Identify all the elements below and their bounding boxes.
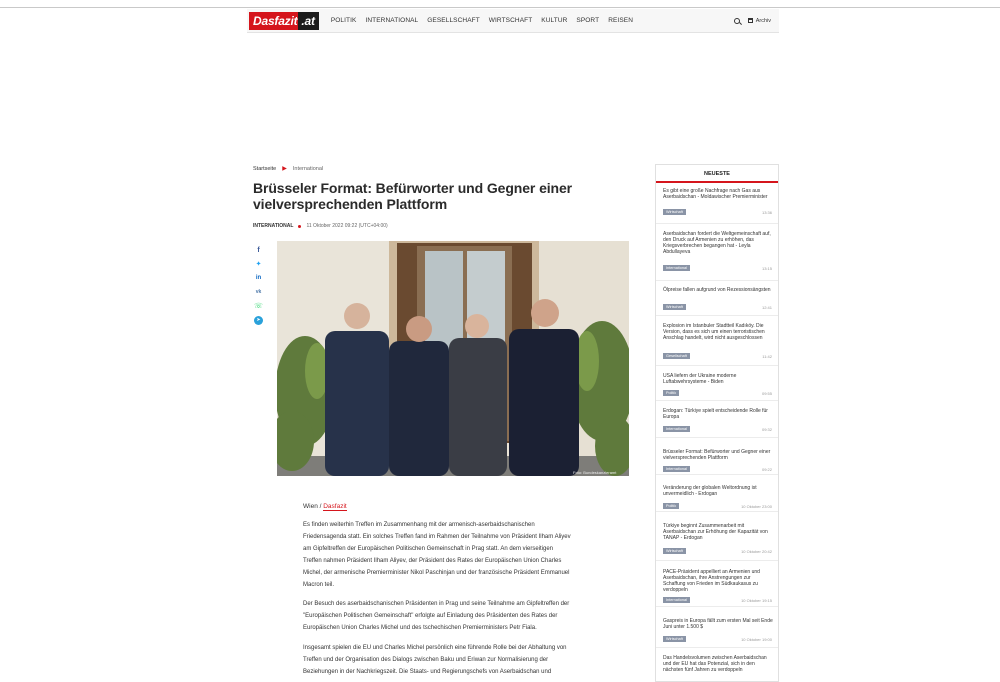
paragraph-line: Europäischen Union Charles Michel und des tschechischen Premierministers Petr Fiala. xyxy=(303,625,537,631)
paragraph-line: Insgesamt spielen die EU und Charles Michel persönlich eine führende Rolle bei der Abhaltung von xyxy=(303,645,567,651)
news-tag[interactable]: Wirtschaft xyxy=(663,304,686,310)
news-time: 10 Oktober 19:15 xyxy=(741,597,772,603)
share-bar xyxy=(254,246,263,330)
news-tag[interactable]: International xyxy=(663,597,690,603)
news-title: Gaspreis in Europa fällt zum ersten Mal seit Ende Juni unter 1.500 $ xyxy=(663,618,773,630)
news-tag[interactable]: Wirtschaft xyxy=(663,636,686,642)
photo-illustration xyxy=(277,241,629,476)
news-item[interactable] xyxy=(656,317,778,366)
linkedin-icon[interactable]: in xyxy=(255,275,262,281)
news-title: Aserbaidschan fordert die Weltgemeinschaft auf, den Druck auf Armenien zu erhöhen, das Kriegsverbrechen begangen hat - Leyla Abdullayeva xyxy=(663,231,771,255)
news-item[interactable] xyxy=(656,649,778,682)
news-title: Explosion im Istanbuler Stadtteil Kadıköy. Die Version, dass es sich um einen terroristischen Anschlag handelt, wird nicht ausgeschlossen xyxy=(663,323,765,341)
news-item[interactable] xyxy=(656,282,778,316)
article-paragraph-3 xyxy=(303,642,603,678)
article-paragraph-1 xyxy=(303,519,603,591)
news-title: Veränderung der globalen Weltordnung ist unvermeidlich - Erdogan xyxy=(663,485,757,497)
article-date: 11 Oktober 2022 09:22 (UTC+04:00) xyxy=(306,223,388,229)
archive-link[interactable] xyxy=(748,18,771,24)
news-tag[interactable]: Wirtschaft xyxy=(663,548,686,554)
meta-dot-icon xyxy=(298,225,301,228)
logo-main-text: Dasfazit xyxy=(253,13,298,28)
paragraph-line: "Europäischen Politischen Gemeinschaft" erfolgte auf Einladung des Präsidenten des Rates der xyxy=(303,613,558,619)
news-tag[interactable]: Wirtschaft xyxy=(663,209,686,215)
paragraph-line: Der Besuch des aserbaidschanischen Präsidenten in Prag und seine Teilnahme am Gipfeltreffen der xyxy=(303,601,570,607)
paragraph-line: Michel, der armenische Premierminister Nikol Paschinjan und der französische Präsident Emmanuel xyxy=(303,570,570,576)
breadcrumb-home[interactable]: Startseite xyxy=(253,165,277,172)
news-tag[interactable]: Politik xyxy=(663,503,679,509)
news-title: Das Handelsvolumen zwischen Aserbaidschan und der EU hat das Potenzial, sich in den nächsten fünf Jahren zu verdoppeln xyxy=(663,655,767,673)
sidebar-heading: NEUESTE xyxy=(656,165,778,183)
breadcrumb-current[interactable]: International xyxy=(292,165,324,172)
archive-label: Archiv xyxy=(755,17,771,24)
article-photo xyxy=(277,241,629,476)
search-icon[interactable] xyxy=(734,18,740,24)
vk-icon[interactable]: vk xyxy=(255,289,262,295)
main-nav xyxy=(331,17,642,24)
nav-wirtschaft[interactable]: WIRTSCHAFT xyxy=(488,17,533,24)
news-time: 10 Oktober 20:42 xyxy=(741,548,772,554)
news-time: 10 Oktober 23:00 xyxy=(741,503,772,509)
dateline-source[interactable]: Dasfazit xyxy=(323,503,347,510)
news-item[interactable] xyxy=(656,367,778,401)
news-item[interactable] xyxy=(656,608,778,648)
nav-international[interactable]: INTERNATIONAL xyxy=(365,17,419,24)
news-time: 09:22 xyxy=(761,466,772,472)
news-title: Es gibt eine große Nachfrage nach Gas aus Aserbaidschan - Moldawischer Premierminister xyxy=(663,188,768,200)
paragraph-line: Treffen nahmen Präsident Ilham Aliyev, der Präsident des Rates der Europäischen Union Charles xyxy=(303,558,562,564)
news-title: PACE-Präsident appelliert an Armenien und Aserbaidschan, ihre Anstrengungen zur Schaffung von Frieden im Südkaukasus zu verdoppeln xyxy=(663,569,760,593)
nav-reisen[interactable]: REISEN xyxy=(608,17,633,24)
news-title: Ölpreise fallen aufgrund von Rezessionsängsten xyxy=(663,287,771,293)
telegram-icon[interactable]: ➤ xyxy=(254,316,263,325)
news-title: Erdogan: Türkiye spielt entscheidende Rolle für Europa xyxy=(663,408,768,420)
news-time: 13:15 xyxy=(761,265,772,271)
nav-politik[interactable]: POLITIK xyxy=(330,17,357,24)
news-item[interactable] xyxy=(656,402,778,438)
breadcrumb xyxy=(253,165,323,172)
news-item[interactable] xyxy=(656,562,778,607)
site-logo[interactable] xyxy=(249,12,319,30)
paragraph-line: Treffen und der Organisation des Dialogs zwischen Baku und Eriwan zur Normalisierung der xyxy=(303,657,549,663)
logo-tld-text: .at xyxy=(298,12,318,30)
news-title: Brüsseler Format: Befürworter und Gegner einer vielversprechenden Plattform xyxy=(663,449,771,461)
news-time: 10 Oktober 19:00 xyxy=(741,636,772,642)
news-tag[interactable]: International xyxy=(663,466,690,472)
browser-edge xyxy=(0,7,1000,8)
paragraph-line: am Gipfeltreffen der Europäischen Politischen Gemeinschaft in Prag statt. An dem vierseitigen xyxy=(303,546,554,552)
news-time: 13:36 xyxy=(761,209,772,215)
news-time: 09:32 xyxy=(761,426,772,432)
news-item[interactable] xyxy=(656,476,778,512)
news-item[interactable] xyxy=(656,439,778,475)
news-title: Türkiye beginnt Zusammenarbeit mit Aserbaidschan zur Erhöhung der Kapazität von TANAP - Erdogan xyxy=(663,523,768,541)
article-meta xyxy=(253,223,388,229)
header-tools xyxy=(734,18,771,24)
article-title: Brüsseler Format: Befürworter und Gegner einer vielversprechenden Plattform xyxy=(253,180,573,212)
article-paragraph-2 xyxy=(303,598,603,634)
news-title: USA liefern der Ukraine moderne Luftabwehrsysteme - Biden xyxy=(663,373,737,385)
paragraph-line: Macron teil. xyxy=(303,582,335,588)
news-time: 11:42 xyxy=(762,353,772,359)
whatsapp-icon[interactable]: ☏ xyxy=(254,303,263,310)
news-item[interactable] xyxy=(656,513,778,561)
news-tag[interactable]: Gesellschaft xyxy=(663,353,690,359)
dateline-location: Wien / xyxy=(303,503,322,510)
paragraph-line: Es finden weiterhin Treffen im Zusammenhang mit der armenisch-aserbaidschanischen xyxy=(303,522,535,528)
dateline xyxy=(303,503,347,510)
nav-sport[interactable]: SPORT xyxy=(576,17,600,24)
paragraph-line: Beziehungen in der Nachkriegszeit. Die Staats- und Regierungschefs von Aserbaidschan und xyxy=(303,669,552,675)
twitter-icon[interactable]: ✦ xyxy=(255,261,262,268)
news-time: 09:55 xyxy=(761,390,772,396)
news-time: 12:41 xyxy=(761,304,772,310)
archive-icon xyxy=(748,18,753,23)
facebook-icon[interactable]: f xyxy=(257,247,260,254)
chevron-right-icon: ▶ xyxy=(282,166,287,172)
nav-kultur[interactable]: KULTUR xyxy=(541,17,568,24)
article-category[interactable]: INTERNATIONAL xyxy=(253,223,294,229)
news-tag[interactable]: International xyxy=(663,265,690,271)
site-header xyxy=(247,9,779,33)
nav-gesellschaft[interactable]: GESELLSCHAFT xyxy=(427,17,480,24)
news-item[interactable] xyxy=(656,225,778,281)
paragraph-line: Friedensagenda statt. Ein solches Treffen fand im Rahmen der Teilnahme von Präsident Ilham Aliyev xyxy=(303,534,571,540)
news-tag[interactable]: Politik xyxy=(663,390,679,396)
photo-credit: Foto: Bundeskanzleramt xyxy=(573,470,617,475)
news-item[interactable] xyxy=(656,185,778,224)
latest-news-sidebar xyxy=(655,164,779,682)
news-tag[interactable]: International xyxy=(663,426,690,432)
